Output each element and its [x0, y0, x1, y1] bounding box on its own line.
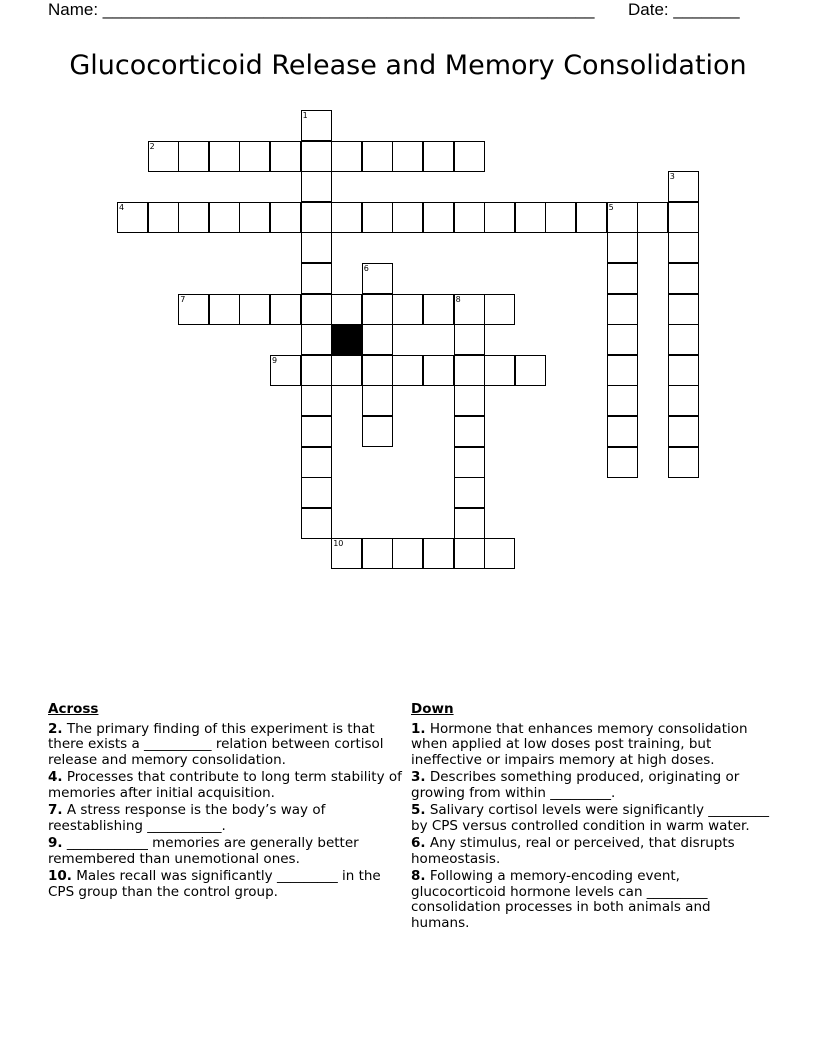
crossword-cell[interactable] [301, 294, 332, 325]
crossword-cell[interactable] [607, 416, 638, 447]
crossword-cell[interactable] [668, 416, 699, 447]
crossword-cell[interactable] [301, 110, 332, 141]
crossword-cell[interactable] [607, 324, 638, 355]
crossword-cell[interactable] [607, 232, 638, 263]
clue-number: 2. [48, 720, 63, 737]
crossword-cell[interactable] [148, 202, 179, 233]
clue-number: 10. [48, 868, 72, 884]
clue-number: 7. [48, 802, 63, 818]
crossword-cell[interactable] [331, 538, 362, 569]
crossword-cell[interactable] [117, 202, 148, 233]
crossword-cell[interactable] [668, 385, 699, 416]
crossword-cell[interactable] [454, 202, 485, 233]
clue-number: 3. [411, 769, 426, 785]
crossword-cell[interactable] [423, 294, 454, 325]
crossword-cell[interactable] [392, 294, 423, 325]
across-clue [48, 869, 408, 900]
clue-text: Salivary cortisol levels were significantly _________ by CPS versus controlled condition in warm water. [411, 802, 769, 834]
crossword-cell[interactable] [545, 202, 576, 233]
crossword-cell[interactable] [484, 294, 515, 325]
crossword-cell[interactable] [362, 385, 393, 416]
clue-number-label: 3 [669, 172, 675, 182]
crossword-cell[interactable] [331, 294, 362, 325]
across-clue [48, 722, 408, 769]
across-heading: Across [48, 701, 99, 717]
crossword-cell[interactable] [392, 141, 423, 172]
crossword-cell[interactable] [607, 355, 638, 386]
clue-text: Describes something produced, originating or growing from within _________. [411, 769, 740, 801]
crossword-cell[interactable] [178, 202, 209, 233]
crossword-cell[interactable] [423, 538, 454, 569]
crossword-cell[interactable] [576, 202, 607, 233]
crossword-cell[interactable] [239, 202, 270, 233]
crossword-cell[interactable] [301, 447, 332, 478]
down-clue [411, 722, 771, 769]
crossword-cell[interactable] [301, 202, 332, 233]
crossword-cell[interactable] [270, 141, 301, 172]
crossword-cell[interactable] [392, 202, 423, 233]
crossword-cell[interactable] [668, 263, 699, 294]
crossword-cell[interactable] [362, 416, 393, 447]
clue-number-label: 7 [180, 294, 186, 304]
clue-text: Processes that contribute to long term stability of memories after initial acquisition. [48, 769, 402, 801]
crossword-cell[interactable] [484, 202, 515, 233]
crossword-cell[interactable] [362, 263, 393, 294]
across-clues [48, 702, 408, 902]
crossword-cell[interactable] [607, 202, 638, 233]
across-clue [48, 803, 408, 834]
crossword-cell[interactable] [423, 355, 454, 386]
down-clue [411, 836, 771, 867]
crossword-cell[interactable] [301, 263, 332, 294]
crossword-cell[interactable] [454, 416, 485, 447]
clue-text: Hormone that enhances memory consolidation when applied at low doses post training, but ineffective or impairs memory at high doses. [411, 720, 748, 768]
crossword-cell[interactable] [331, 355, 362, 386]
crossword-cell[interactable] [301, 508, 332, 539]
crossword-black-cell [331, 324, 362, 355]
crossword-cell[interactable] [454, 294, 485, 325]
crossword-cell[interactable] [392, 355, 423, 386]
crossword-cell[interactable] [484, 538, 515, 569]
clue-number: 9. [48, 835, 63, 851]
clue-text: ____________ memories are generally better remembered than unemotional ones. [48, 835, 359, 867]
clue-number-label: 9 [272, 355, 278, 365]
crossword-cell[interactable] [362, 538, 393, 569]
clue-number-label: 6 [363, 264, 369, 273]
crossword-cell[interactable] [148, 141, 179, 172]
crossword-cell[interactable] [668, 232, 699, 263]
crossword-cell[interactable] [423, 141, 454, 172]
crossword-cell[interactable] [331, 141, 362, 172]
crossword-cell[interactable] [301, 385, 332, 416]
across-clue [48, 836, 408, 867]
crossword-cell[interactable] [392, 538, 423, 569]
crossword-cell[interactable] [209, 141, 240, 172]
crossword-cell[interactable] [607, 263, 638, 294]
crossword-cell[interactable] [454, 324, 485, 355]
clue-number: 8. [411, 868, 426, 884]
crossword-cell[interactable] [668, 447, 699, 478]
crossword-cell[interactable] [301, 355, 332, 386]
crossword-cell[interactable] [209, 294, 240, 325]
crossword-cell[interactable] [239, 294, 270, 325]
clue-number-label: 4 [119, 202, 125, 212]
clue-text: Males recall was significantly _________ in the CPS group than the control group. [48, 868, 381, 900]
clue-number-label: 10 [333, 539, 344, 549]
crossword-cell[interactable] [301, 477, 332, 508]
clue-number-label: 5 [608, 202, 614, 212]
clue-text: Any stimulus, real or perceived, that disrupts homeostasis. [411, 835, 735, 867]
crossword-cell[interactable] [270, 202, 301, 233]
crossword-cell[interactable] [454, 477, 485, 508]
crossword-cell[interactable] [301, 141, 332, 172]
down-clue [411, 869, 771, 931]
crossword-cell[interactable] [454, 385, 485, 416]
crossword-cell[interactable] [362, 294, 393, 325]
crossword-cell[interactable] [607, 294, 638, 325]
down-heading: Down [411, 701, 454, 717]
name-field-label: Name: ____________________________________________________ [48, 0, 595, 19]
across-clue [48, 770, 408, 801]
crossword-cell[interactable] [637, 202, 668, 233]
crossword-cell[interactable] [668, 324, 699, 355]
clue-text: The primary finding of this experiment is that there exists a __________ relation between cortisol release and memory consolidation. [48, 720, 384, 768]
crossword-cell[interactable] [454, 141, 485, 172]
clue-number: 4. [48, 769, 63, 785]
date-field-label: Date: _______ [628, 0, 740, 19]
down-clues [411, 702, 771, 933]
crossword-cell[interactable] [301, 171, 332, 202]
crossword-cell[interactable] [668, 355, 699, 386]
crossword-cell[interactable] [515, 355, 546, 386]
crossword-cell[interactable] [668, 294, 699, 325]
clue-text: Following a memory-encoding event, glucocorticoid hormone levels can _________ consolidation processes in both animals and humans. [411, 868, 711, 931]
clue-text: A stress response is the body’s way of reestablishing ___________. [48, 802, 326, 834]
crossword-cell[interactable] [454, 508, 485, 539]
crossword-cell[interactable] [668, 202, 699, 233]
clue-number-label: 1 [302, 111, 308, 120]
crossword-cell[interactable] [454, 355, 485, 386]
crossword-cell[interactable] [331, 202, 362, 233]
clue-number: 1. [411, 720, 426, 737]
crossword-cell[interactable] [423, 202, 454, 233]
crossword-cell[interactable] [362, 324, 393, 355]
crossword-cell[interactable] [484, 355, 515, 386]
crossword-cell[interactable] [454, 538, 485, 569]
crossword-cell[interactable] [668, 171, 699, 202]
crossword-cell[interactable] [301, 324, 332, 355]
crossword-cell[interactable] [607, 385, 638, 416]
crossword-cell[interactable] [270, 294, 301, 325]
down-clue [411, 803, 771, 834]
crossword-cell[interactable] [454, 447, 485, 478]
crossword-cell[interactable] [301, 232, 332, 263]
crossword-cell[interactable] [301, 416, 332, 447]
clue-number-label: 8 [455, 294, 461, 304]
clue-number: 5. [411, 802, 426, 818]
crossword-cell[interactable] [178, 141, 209, 172]
clue-number-label: 2 [149, 141, 155, 151]
crossword-cell[interactable] [362, 202, 393, 233]
crossword-cell[interactable] [209, 202, 240, 233]
crossword-cell[interactable] [515, 202, 546, 233]
clue-number: 6. [411, 835, 426, 851]
crossword-cell[interactable] [362, 141, 393, 172]
down-clue [411, 770, 771, 801]
crossword-cell[interactable] [362, 355, 393, 386]
crossword-cell[interactable] [239, 141, 270, 172]
crossword-cell[interactable] [270, 355, 301, 386]
crossword-cell[interactable] [178, 294, 209, 325]
crossword-cell[interactable] [607, 447, 638, 478]
page-title: Glucocorticoid Release and Memory Consolidation [69, 50, 747, 81]
